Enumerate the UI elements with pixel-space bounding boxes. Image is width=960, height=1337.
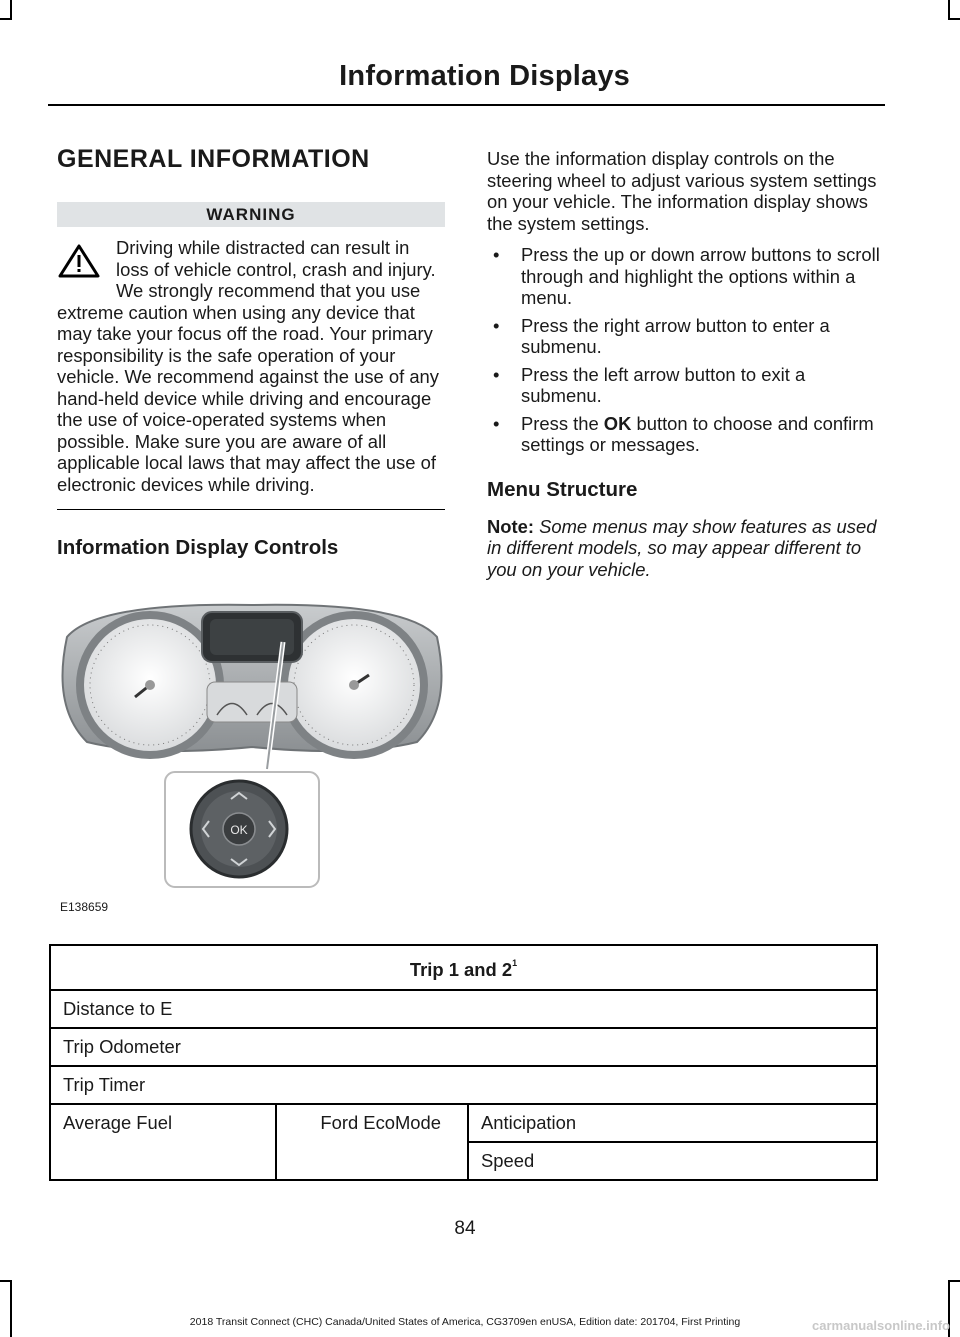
table-header: Trip 1 and $2^1$ [50,945,877,990]
table-cell: Ford EcoMode [276,1104,468,1180]
table-row [50,1104,877,1142]
table-cell: Trip Timer [50,1066,877,1104]
table-cell: Average Fuel [50,1104,276,1180]
crop-mark [948,0,950,18]
controls-list [487,244,882,456]
crop-mark [0,1280,12,1282]
instrument-cluster-figure [57,597,447,917]
watermark: carmanualsonline.info [812,1318,950,1333]
table-row [50,1028,877,1066]
list-item: • Press the OK button to choose and confirm settings or messages. [493,412,874,455]
controls-heading: Information Display Controls [57,536,339,559]
warning-triangle-icon [57,243,101,279]
ok-button-label: OK [230,823,248,837]
page-header-title: Information Displays [339,60,630,92]
note-paragraph: Note: Some menus may show features as used in different models, so may appear different to you on your vehicle. [487,515,877,580]
list-item: • Press the up or down arrow buttons to scroll through and highlight the options within a menu. [493,244,880,308]
footer-text: 2018 Transit Connect (CHC) Canada/United States of America, CG3709en enUSA, Edition date: 201704, First Printing [189,1316,741,1328]
table-cell: Trip Odometer [50,1028,877,1066]
table-cell: Anticipation [468,1104,877,1142]
menu-structure-heading: Menu Structure [487,477,638,501]
figure-code: E138659 [60,900,109,914]
crop-mark [10,1280,12,1337]
warning-box [57,237,445,495]
crop-mark [10,0,12,18]
warning-label: WARNING [57,202,445,227]
left-column [57,145,445,560]
warning-rule [57,509,445,510]
crop-mark [948,18,960,20]
table-cell: Distance to E [50,990,877,1028]
crop-mark [0,18,12,20]
table-row [50,945,877,990]
intro-paragraph: Use the information display controls on the steering wheel to adjust various system settings on your vehicle. The information display shows the system settings. [487,148,877,234]
right-column [487,148,882,580]
list-item: • Press the left arrow button to exit a submenu. [493,363,806,406]
header-rule [48,104,885,106]
instrument-cluster-illustration [57,597,447,897]
trip-menu-table [49,944,878,1181]
table-cell: Speed [468,1142,877,1180]
list-item: • Press the right arrow button to enter a submenu. [493,314,830,357]
page-number: 84 [454,1218,476,1239]
table-row [50,990,877,1028]
table-row [50,1066,877,1104]
crop-mark [948,1280,960,1282]
warning-text: Driving while distracted can result in loss of vehicle control, crash and injury. We strongly recommend that you use extreme caution when using any device that may take your focus off the road. Your primary responsibility is the safe operation of your vehicle. We recommend against the use of any hand-held device while driving and encourage the use of voice-operated systems when possible. Make sure you are aware of all applicable local laws that may affect the use of electronic devices while driving. [57,237,439,495]
section-title: GENERAL INFORMATION [57,145,370,173]
